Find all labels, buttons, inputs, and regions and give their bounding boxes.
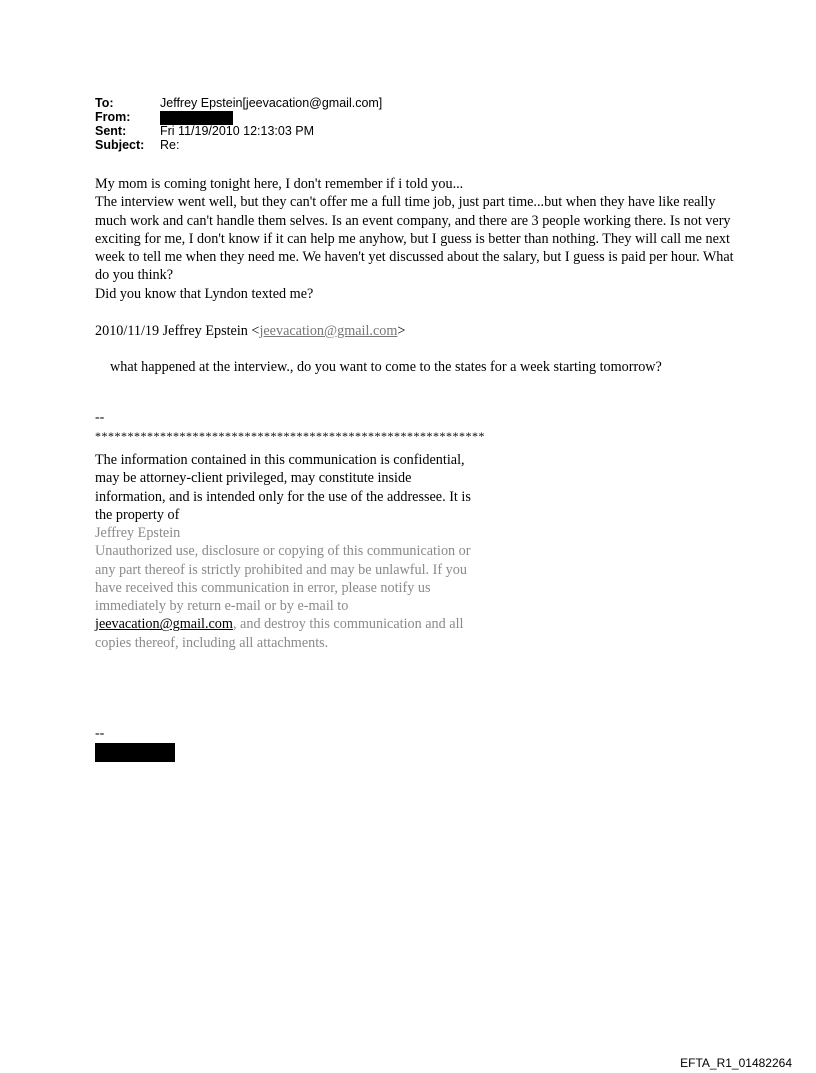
body-line-lyndon: Did you know that Lyndon texted me? bbox=[95, 285, 314, 302]
signature-dashes: -- bbox=[95, 726, 105, 741]
subject-value: Re: bbox=[160, 138, 180, 152]
disclaimer-text-before-link: Unauthorized use, disclosure or copying of this communication or any part thereof is strictly prohibited and may be unlawful. If you have received this communication in error, please notify us immediately by return e-mail or by e-mail to bbox=[95, 543, 471, 615]
from-row bbox=[95, 110, 382, 124]
disclaimer-unauthorized-text bbox=[95, 542, 475, 652]
to-row bbox=[95, 96, 382, 110]
reply-attribution bbox=[95, 322, 405, 340]
body-paragraph-interview: The interview went well, but they can't offer me a full time job, just part time...but when they have like really much work and can't handle them selves. Is an event company, and there are 3 people working there. Is not very exciting for me, I don't know if it can help me anyhow, but I guess is better than nothing. They will call me next week to tell me when they need me. We haven't yet discussed about the salary, but I guess is paid per hour. What do you think? bbox=[95, 194, 734, 284]
signature-redaction-bar bbox=[95, 743, 175, 762]
disclaimer-owner-name: Jeffrey Epstein bbox=[95, 525, 181, 541]
sent-row bbox=[95, 124, 382, 138]
reply-prefix: 2010/11/19 Jeffrey Epstein < bbox=[95, 323, 260, 339]
quoted-message: what happened at the interview., do you want to come to the states for a week starting tomorrow? bbox=[110, 359, 662, 375]
disclaimer-confidential-text: The information contained in this communication is confidential, may be attorney-client privileged, may constitute inside information, and is intended only for the use of the addressee. It is the property of bbox=[95, 452, 471, 523]
from-redaction-bar bbox=[160, 111, 233, 125]
subject-label: Subject: bbox=[95, 138, 145, 152]
email-header-block bbox=[95, 96, 382, 152]
disclaimer-text-after-link: , and destroy this communication and all copies thereof, including all attachments. bbox=[95, 616, 464, 651]
disclaimer-gray-block bbox=[95, 524, 475, 652]
from-label: From: bbox=[95, 110, 131, 124]
reply-email-link[interactable]: jeevacation@gmail.com bbox=[259, 323, 398, 339]
subject-row bbox=[95, 138, 382, 152]
disclaimer-dashes: -- bbox=[95, 410, 105, 425]
to-value: Jeffrey Epstein[jeevacation@gmail.com] bbox=[160, 96, 383, 110]
to-label: To: bbox=[95, 96, 114, 110]
disclaimer-email-link[interactable]: jeevacation@gmail.com bbox=[95, 616, 233, 633]
sent-label: Sent: bbox=[95, 124, 127, 138]
reply-suffix: > bbox=[397, 323, 406, 339]
disclaimer-asterisk-rule: ************************************************************ bbox=[95, 429, 485, 443]
sent-value: Fri 11/19/2010 12:13:03 PM bbox=[160, 124, 315, 138]
message-body bbox=[95, 175, 735, 303]
body-line-mom: My mom is coming tonight here, I don't remember if i told you... bbox=[95, 176, 464, 192]
document-id: EFTA_R1_01482264 bbox=[680, 1056, 792, 1070]
